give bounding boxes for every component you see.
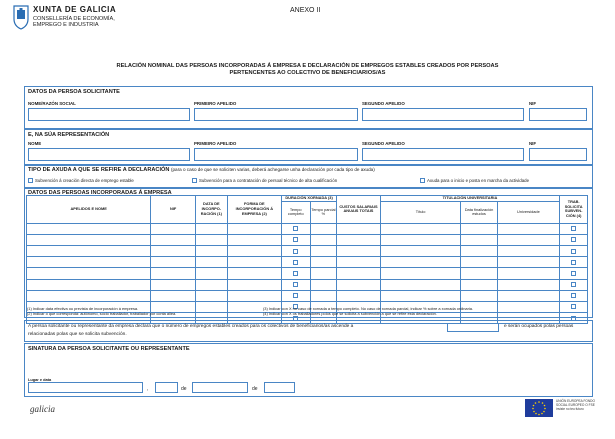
header-incorporation-date: DATA DE INCORPO-RACIÓN (1): [195, 196, 227, 224]
table-notes-left: (1) Indicar data efectiva ou prevista de incorporación á empresa. (2) Indicar o que corresponda: autónomo, socio traballador, traballador por conta allea.: [27, 306, 177, 316]
table-cell-input[interactable]: [195, 257, 227, 268]
table-cell-input[interactable]: [310, 234, 337, 245]
signature-section: [24, 343, 593, 397]
rep-surname1-label: PRIMEIRO APELIDO: [194, 141, 237, 146]
table-cell-input[interactable]: [337, 223, 381, 234]
table-cell: [281, 234, 310, 245]
galicia-logo: galicia: [30, 404, 55, 414]
table-cell: [281, 245, 310, 256]
document-title: RELACIÓN NOMINAL DAS PERSOAS INCORPORADAS Á EMPRESA E DECLARACIÓN DE EMPREGOS ESTABLES CREADOS POR PERSOAS PERTENCENTES AO COLECTIVO DE BENEFICIARIOS/AS: [116, 63, 499, 76]
table-row: [27, 234, 588, 245]
table-cell-input[interactable]: [461, 279, 497, 290]
table-cell-input[interactable]: [27, 268, 151, 279]
table-cell-input[interactable]: [461, 245, 497, 256]
table-cell-input[interactable]: [227, 223, 281, 234]
worker-subsidy-checkbox[interactable]: [571, 249, 576, 254]
table-row: [27, 245, 588, 256]
brand-name: XUNTA DE GALICIA: [33, 5, 117, 14]
table-cell-input[interactable]: [195, 290, 227, 301]
table-cell-input[interactable]: [461, 290, 497, 301]
representative-title: E, NA SÚA REPRESENTACIÓN: [28, 132, 110, 138]
table-cell-input[interactable]: [310, 290, 337, 301]
aid-type-section: [24, 165, 593, 188]
full-time-checkbox[interactable]: [293, 237, 298, 242]
worker-subsidy-checkbox[interactable]: [571, 271, 576, 276]
annex-label: ANEXO II: [290, 7, 321, 14]
applicant-title: DATOS DA PERSOA SOLICITANTE: [28, 89, 120, 95]
header-costs: CUSTOS SALARIAIS ANUAIS TOTAIS: [337, 196, 381, 224]
table-cell-input[interactable]: [380, 245, 461, 256]
table-cell-input[interactable]: [380, 279, 461, 290]
applicant-name-label: NOME/RAZÓN SOCIAL: [28, 101, 76, 106]
table-cell-input[interactable]: [497, 279, 560, 290]
table-cell: [560, 257, 588, 268]
header-nif: NIF: [151, 196, 196, 224]
declaration-text-b: e serán ocupados polas persoas: [504, 324, 574, 329]
eu-fse-text: UNIÓN EUROPEA FONDO SOCIAL EUROPEO O FSE inviste no teu futuro: [556, 399, 595, 411]
table-cell-input[interactable]: [27, 245, 151, 256]
jobs-count-field[interactable]: [447, 323, 499, 332]
table-cell: [560, 223, 588, 234]
table-cell-input[interactable]: [497, 223, 560, 234]
worker-subsidy-checkbox[interactable]: [571, 226, 576, 231]
declaration-text-c: relacionadas polas que se solicita subvención.: [28, 332, 127, 337]
rep-name-field[interactable]: [28, 148, 190, 161]
full-time-checkbox[interactable]: [293, 271, 298, 276]
worker-subsidy-checkbox[interactable]: [571, 304, 576, 309]
declaration-section: [24, 320, 593, 342]
signature-title: SINATURA DA PERSOA SOLICITANTE OU REPRESENTANTE: [28, 346, 190, 352]
table-cell-input[interactable]: [380, 290, 461, 301]
aid-option-1-label: Subvención á creación directa de emprego estable: [35, 178, 134, 183]
table-cell-input[interactable]: [195, 279, 227, 290]
applicant-name-field[interactable]: [28, 108, 190, 121]
department-name: CONSELLERÍA DE ECONOMÍA, EMPREGO E INDUSTRIA: [33, 16, 115, 29]
table-row: [27, 268, 588, 279]
table-cell: [560, 245, 588, 256]
table-cell-input[interactable]: [227, 268, 281, 279]
table-cell-input[interactable]: [227, 279, 281, 290]
table-cell-input[interactable]: [151, 268, 196, 279]
applicant-surname1-label: PRIMEIRO APELIDO: [194, 101, 237, 106]
table-cell-input[interactable]: [337, 234, 381, 245]
table-cell-input[interactable]: [497, 245, 560, 256]
table-cell-input[interactable]: [310, 257, 337, 268]
year-field[interactable]: [264, 382, 295, 393]
aid-type-title: TIPO DE AXUDA A QUE SE REFIRE A DECLARACIÓN (para o caso de que se soliciten varias, deberá achegarse unha declaración por cada tipo de axuda): [28, 167, 375, 173]
rep-nif-label: NIF: [529, 141, 537, 146]
table-cell-input[interactable]: [227, 290, 281, 301]
declaration-text-a: A persoa solicitante ou representante da empresa declara que o número de empregos estables creados para os colectivos de beneficiarios/as ascende a: [28, 324, 354, 329]
table-cell-input[interactable]: [497, 257, 560, 268]
table-cell-input[interactable]: [310, 223, 337, 234]
table-cell-input[interactable]: [195, 301, 227, 312]
table-cell-input[interactable]: [195, 223, 227, 234]
table-cell-input[interactable]: [310, 245, 337, 256]
table-cell-input[interactable]: [337, 245, 381, 256]
table-cell-input[interactable]: [380, 257, 461, 268]
header-university: Universidade: [497, 201, 560, 223]
eu-flag-icon: [525, 399, 553, 417]
table-cell-input[interactable]: [27, 257, 151, 268]
applicant-nif-label: NIF: [529, 101, 537, 106]
table-cell-input[interactable]: [227, 234, 281, 245]
place-date-label: Lugar e data: [28, 377, 52, 382]
aid-option-1-checkbox[interactable]: [28, 178, 33, 183]
of-separator-1: de: [181, 386, 187, 392]
table-cell-input[interactable]: [151, 245, 196, 256]
table-cell: [560, 268, 588, 279]
place-field[interactable]: [28, 382, 143, 393]
table-cell-input[interactable]: [195, 234, 227, 245]
table-row: [27, 279, 588, 290]
header-degree-title: Título: [380, 201, 461, 223]
xunta-crest-icon: [12, 4, 30, 30]
aid-option-2-checkbox[interactable]: [192, 178, 197, 183]
table-cell-input[interactable]: [497, 301, 560, 312]
month-field[interactable]: [192, 382, 248, 393]
table-cell: [281, 257, 310, 268]
header-duration: DURACIÓN XORNADA (3): [281, 196, 336, 202]
rep-surname2-label: SEGUNDO APELIDO: [362, 141, 405, 146]
table-cell: [560, 279, 588, 290]
applicant-section: [24, 86, 593, 129]
aid-option-2-label: Subvención para a contratación de persoal técnico de alta cualificación: [199, 178, 338, 183]
table-cell-input[interactable]: [497, 234, 560, 245]
rep-surname1-field[interactable]: [194, 148, 358, 161]
comma-separator: ,: [147, 386, 149, 392]
of-separator-2: de: [252, 386, 258, 392]
table-cell: [560, 301, 588, 312]
table-cell-input[interactable]: [227, 257, 281, 268]
table-cell-input[interactable]: [380, 223, 461, 234]
table-cell-input[interactable]: [27, 234, 151, 245]
table-cell-input[interactable]: [497, 268, 560, 279]
table-cell-input[interactable]: [195, 245, 227, 256]
table-cell-input[interactable]: [337, 268, 381, 279]
full-time-checkbox[interactable]: [293, 260, 298, 265]
worker-subsidy-checkbox[interactable]: [571, 282, 576, 287]
table-cell-input[interactable]: [461, 223, 497, 234]
table-cell-input[interactable]: [27, 279, 151, 290]
representative-section: [24, 129, 593, 165]
header-degree-end: Data finalización estudos: [461, 201, 497, 223]
table-cell-input[interactable]: [461, 257, 497, 268]
table-cell-input[interactable]: [461, 268, 497, 279]
rep-surname2-field[interactable]: [362, 148, 524, 161]
table-cell-input[interactable]: [380, 234, 461, 245]
aid-option-3-checkbox[interactable]: [420, 178, 425, 183]
table-cell-input[interactable]: [337, 290, 381, 301]
header-worker: TRAB. SOLICITA SUBVEN-CIÓN (4): [560, 196, 588, 224]
worker-subsidy-checkbox[interactable]: [571, 237, 576, 242]
table-cell-input[interactable]: [27, 290, 151, 301]
incorporated-title: DATOS DAS PERSOAS INCORPORADAS Á EMPRESA: [28, 190, 172, 196]
table-row: [27, 257, 588, 268]
header-incorporation-form: FORMA DE INCORPORACIÓN Á EMPRESA (2): [227, 196, 281, 224]
table-cell-input[interactable]: [195, 268, 227, 279]
header-full-time: Tempo completo: [281, 201, 310, 223]
full-time-checkbox[interactable]: [293, 226, 298, 231]
table-cell-input[interactable]: [151, 279, 196, 290]
table-cell-input[interactable]: [151, 223, 196, 234]
table-cell: [281, 268, 310, 279]
table-cell-input[interactable]: [151, 234, 196, 245]
table-cell-input[interactable]: [310, 279, 337, 290]
table-cell: [560, 234, 588, 245]
table-cell-input[interactable]: [497, 290, 560, 301]
header-degree: TITULACIÓN UNIVERSITARIA: [380, 196, 560, 202]
full-time-checkbox[interactable]: [293, 282, 298, 287]
aid-option-3-label: Axuda para o inicio e posta en marcha da actividade: [427, 178, 530, 183]
full-time-checkbox[interactable]: [293, 249, 298, 254]
table-cell-input[interactable]: [337, 279, 381, 290]
table-cell: [560, 290, 588, 301]
table-cell-input[interactable]: [227, 245, 281, 256]
table-cell-input[interactable]: [27, 223, 151, 234]
table-cell: [281, 279, 310, 290]
table-cell: [281, 223, 310, 234]
full-time-checkbox[interactable]: [293, 293, 298, 298]
worker-subsidy-checkbox[interactable]: [571, 293, 576, 298]
table-cell-input[interactable]: [310, 268, 337, 279]
applicant-nif-field[interactable]: [529, 108, 587, 121]
table-row: [27, 290, 588, 301]
table-cell-input[interactable]: [151, 257, 196, 268]
rep-nif-field[interactable]: [529, 148, 587, 161]
incorporated-table: [26, 195, 588, 324]
applicant-surname2-field[interactable]: [362, 108, 524, 121]
table-cell-input[interactable]: [380, 268, 461, 279]
table-cell: [281, 290, 310, 301]
table-cell-input[interactable]: [461, 234, 497, 245]
table-cell-input[interactable]: [151, 290, 196, 301]
table-notes-right: (3) Indicar con X no caso de xornada a tempo completo. No caso de xornada parcial, indicar % sobre a xornada ordinaria. (4) Indicar con X os traballadores polos que se solicita a subvención a que se refire esta declaración.: [263, 306, 473, 316]
worker-subsidy-checkbox[interactable]: [571, 260, 576, 265]
table-row: [27, 223, 588, 234]
header-part-time: Tempo parcial %: [310, 201, 337, 223]
applicant-surname1-field[interactable]: [194, 108, 358, 121]
rep-name-label: NOME: [28, 141, 42, 146]
applicant-surname2-label: SEGUNDO APELIDO: [362, 101, 405, 106]
table-cell-input[interactable]: [337, 257, 381, 268]
header-names: APELIDOS E NOME: [27, 196, 151, 224]
day-field[interactable]: [155, 382, 178, 393]
